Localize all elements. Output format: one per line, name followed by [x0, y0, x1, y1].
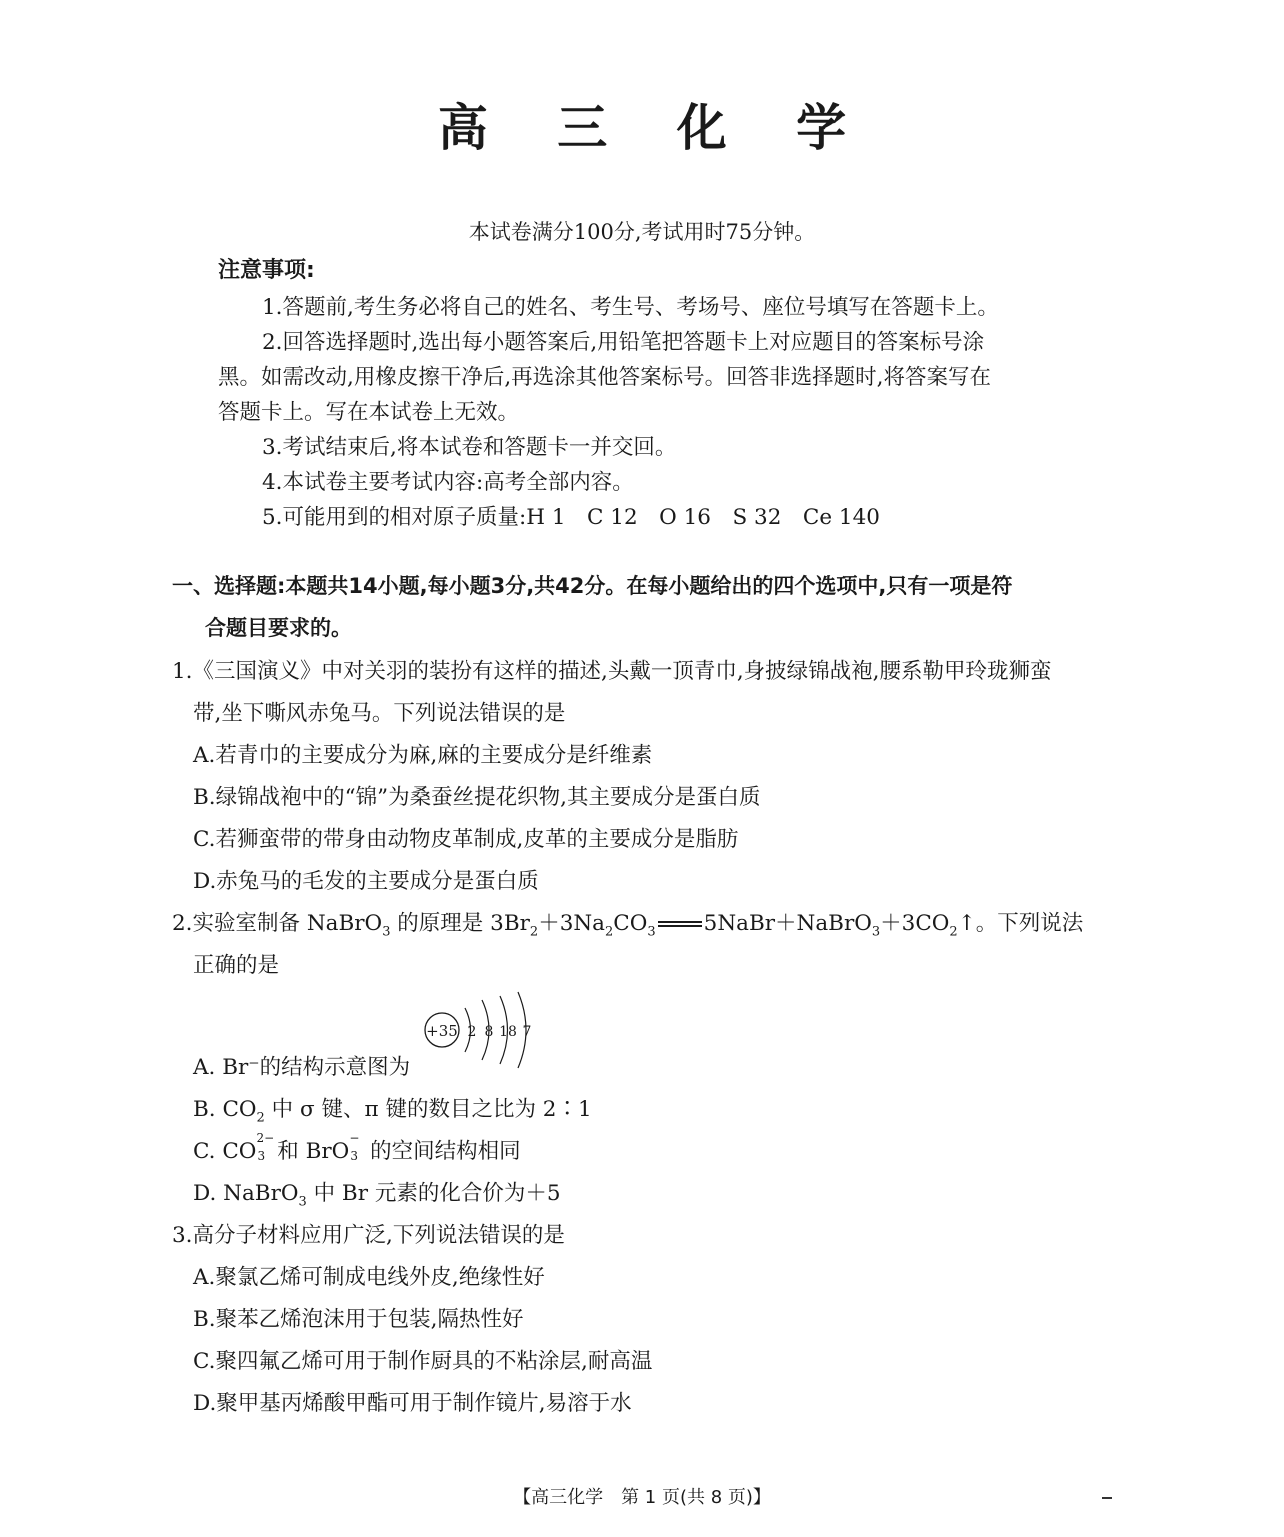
q1-option-d: D.赤兔马的毛发的主要成分是蛋白质: [193, 869, 539, 894]
q2-option-b: B. $CO_2$ 中 σ 键、π 键的数目之比为 2∶1: [193, 1097, 592, 1126]
equals-sign: [658, 921, 702, 927]
q2-option-c: C. CO 2− 3 和 BrO − 3 的空间结构相同: [193, 1130, 521, 1164]
q3-option-d: D.聚甲基丙烯酸甲酯可用于制作镜片,易溶于水: [193, 1391, 632, 1416]
q3-option-b: B.聚苯乙烯泡沫用于包装,隔热性好: [193, 1307, 524, 1332]
q2-stem: 2.实验室制备 NaBrO$_3$ 的原理是 $3Br_2+3Na_2CO_3$ $5NaBr+NaBrO_3+3CO_2↑$。下列说法: [172, 911, 1084, 940]
notice-item-2: 2.回答选择题时,选出每小题答案后,用铅笔把答题卡上对应题目的答案标号涂: [262, 330, 985, 355]
q3-option-a: A.聚氯乙烯可制成电线外皮,绝缘性好: [193, 1265, 545, 1290]
page-title: 高 三 化 学: [437, 99, 873, 157]
q3-stem: 3.高分子材料应用广泛,下列说法错误的是: [172, 1223, 565, 1248]
shell-4-electrons: 7: [522, 1024, 532, 1040]
exam-info: 本试卷满分100分,考试用时75分钟。: [468, 220, 816, 244]
bromide-ion-structure-diagram: [420, 988, 540, 1070]
q1-stem-cont: 带,坐下嘶风赤兔马。下列说法错误的是: [193, 701, 566, 726]
notice-item-3: 3.考试结束后,将本试卷和答题卡一并交回。: [262, 435, 677, 460]
q2-stem-cont: 正确的是: [193, 953, 280, 978]
notice-heading: 注意事项:: [218, 258, 315, 283]
q1-option-b: B.绿锦战袍中的“锦”为桑蚕丝提花织物,其主要成分是蛋白质: [193, 785, 761, 810]
notice-item-4: 4.本试卷主要考试内容:高考全部内容。: [262, 470, 634, 495]
q2-option-a: A. Br⁻的结构示意图为: [193, 1055, 411, 1080]
q2-option-d: D. NaBrO$_3$ 中 Br 元素的化合价为＋5: [193, 1181, 561, 1210]
q1-option-a: A.若青巾的主要成分为麻,麻的主要成分是纤维素: [193, 743, 653, 768]
q1-option-c: C.若狮蛮带的带身由动物皮革制成,皮革的主要成分是脂肪: [193, 827, 739, 852]
shell-3-electrons: 18: [499, 1024, 517, 1040]
q1-stem: 1.《三国演义》中对关羽的装扮有这样的描述,头戴一顶青巾,身披绿锦战袍,腰系勒甲玲珑狮蛮: [172, 659, 1052, 684]
corner-mark: [1102, 1497, 1112, 1499]
section-heading: 一、选择题:本题共14小题,每小题3分,共42分。在每小题给出的四个选项中,只有一项是符: [172, 574, 1013, 598]
notice-item-5: 5.可能用到的相对原子质量:H 1 C 12 O 16 S 32 Ce 140: [262, 505, 880, 530]
shell-2-electrons: 8: [484, 1024, 494, 1040]
nucleus-charge: +35: [426, 1022, 458, 1040]
page-footer: 【高三化学 第 1 页(共 8 页)】: [513, 1487, 771, 1508]
notice-item-2-end: 答题卡上。写在本试卷上无效。: [218, 400, 520, 425]
section-heading-cont: 合题目要求的。: [205, 616, 352, 640]
notice-item-2-cont: 黑。如需改动,用橡皮擦干净后,再选涂其他答案标号。回答非选择题时,将答案写在: [218, 365, 992, 390]
notice-item-1: 1.答题前,考生务必将自己的姓名、考生号、考场号、座位号填写在答题卡上。: [262, 295, 999, 320]
q3-option-c: C.聚四氟乙烯可用于制作厨具的不粘涂层,耐高温: [193, 1349, 653, 1374]
shell-1-electrons: 2: [467, 1024, 477, 1040]
